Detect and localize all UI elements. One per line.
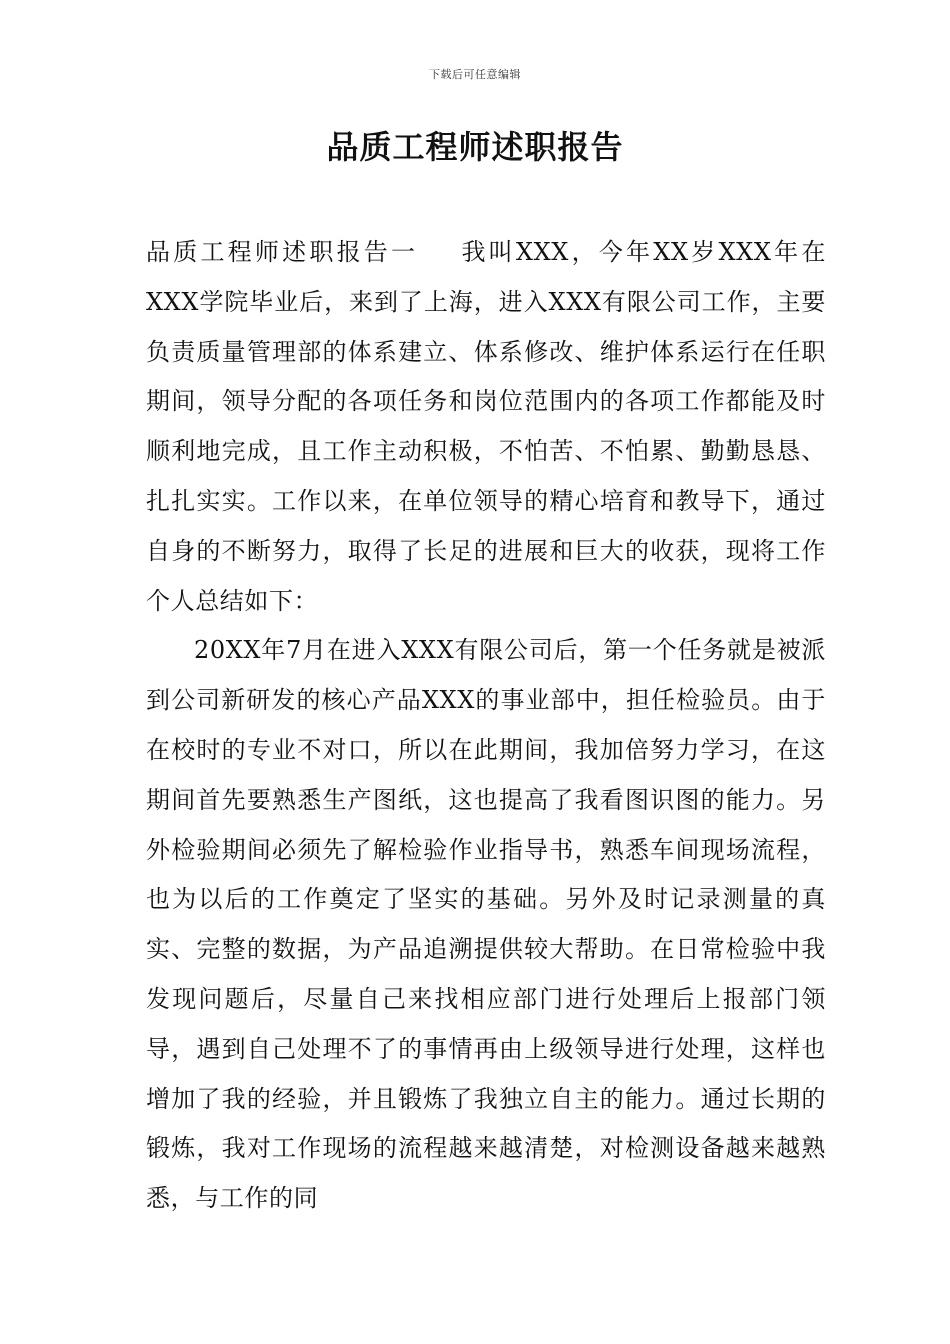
- paragraph-2: 20XX年7月在进入XXX有限公司后，第一个任务就是被派到公司新研发的核心产品XXX的事业部中，担任检验员。由于在校时的专业不对口，所以在此期间，我加倍努力学习，在这期间首先要熟悉生产图纸，这也提高了我看图识图的能力。另外检验期间必须先了解检验作业指导书，熟悉车间现场流程，也为以后的工作奠定了坚实的基础。另外及时记录测量的真实、完整的数据，为产品追溯提供较大帮助。在日常检验中我发现问题后，尽量自己来找相应部门进行处理后上报部门领导，遇到自己处理不了的事情再由上级领导进行处理，这样也增加了我的经验，并且锻炼了我独立自主的能力。通过长期的锻炼，我对工作现场的流程越来越清楚，对检测设备越来越熟悉，与工作的同: [146, 636, 826, 1213]
- paragraph-1: [146, 228, 826, 626]
- section-label: 品质工程师述职报告一: [146, 238, 419, 266]
- document-body: [146, 228, 826, 1224]
- paragraph-1-text: 我叫XXX，今年XX岁XXX年在XXX学院毕业后，来到了上海，进入XXX有限公司工作，主要负责质量管理部的体系建立、体系修改、维护体系运行在任职期间，领导分配的各项任务和岗位范围内的各项工作都能及时顺利地完成，且工作主动积极，不怕苦、不怕累、勤勤恳恳、扎扎实实。工作以来，在单位领导的精心培育和教导下，通过自身的不断努力，取得了长足的进展和巨大的收获，现将工作个人总结如下：: [146, 238, 826, 615]
- header-note: 下载后可任意编辑: [429, 68, 521, 81]
- document-title: 品质工程师述职报告: [326, 128, 624, 166]
